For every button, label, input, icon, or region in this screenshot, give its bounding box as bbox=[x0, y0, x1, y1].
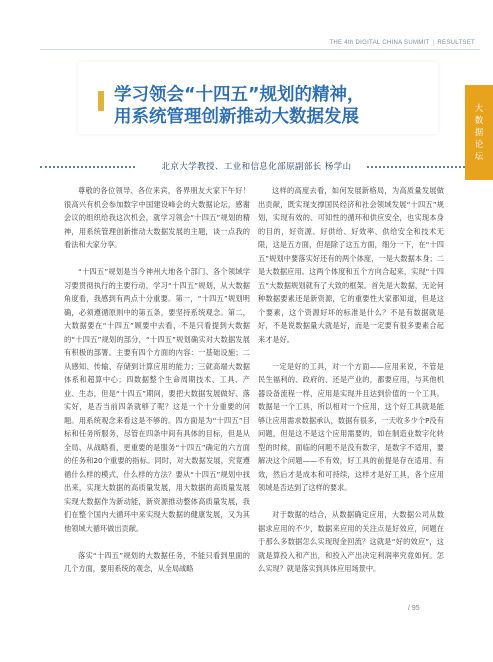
page-number: / 95 bbox=[408, 605, 420, 612]
header-issue: THE 4th DIGITAL CHINA SUMMIT bbox=[329, 40, 430, 46]
title-line-1: 学习领会“十四五”规划的精神， bbox=[114, 85, 365, 105]
paragraph: “十四五”规划是当今神州大地各个部门、各个领域学习要贯彻执行的主要行动，学习“十四五”规划，从大数据角度看，我感到有两点十分重要。第一，“十四五”规划明确，必须遵循原则中的第五条，要坚持系统观念。第二，大数据要在“十四五”顾要中去看，不是只看提到大数据的“十四五”规划的部分，“十四五”规划确实对大数据发展有积极的部署。主要有四个方面的内容：一基础设施；二从感知、传输、存储到计算应用的能力；三就高端大数据体系和超算中心；四数据整个生命周期技术、工具、产业、生态，但是“十四五”期间，要把大数据发展做好、落实好，是否当前四条就够了呢？这是一个十分重要的问题。用系统观念来看这是不够的。四方面是为“十四五”目标和任务所服务，尽管在四条中间有具体的目标，但是从全局、从战略看，更重要的是服务“十四五”确定的六方面的任务和20个重要的指标。同时，对大数据发展，究竟遵循什么样的模式，什么样的方法？要从“十四五”规划中找出来，实现大数据的高质量发展，用大数据的高质量发展实现大数据作为新动能，新资源推动整体高质量发展，我们在整个国内大循环中来实现大数据的健康发展，又为其他领域大循环做出贡献。 bbox=[64, 267, 250, 533]
paragraph: 一定是好的工具，对一个方面——应用来说，不管是民生福利的、政府的、还是产业的，都要应用，与其他机器设备流程一样，应用是实现并且达到价值的一个工具。数据是一个工具，所以相对一个应用，这个好工具就是能够让应用需求数据承认，数据有很多，一天收多少个P没有问题，但是这不是这个应用需要的，如在制造业数字化转型的时候，面临的问题不是没有数字，是数字不适用，要解决这个问题——不有效，好工具的前提是存在适用、有效，然后才是成本和可持续，这样才是好工具，各个应用领域是否达到了这样的要求。 bbox=[258, 361, 444, 492]
paragraph: 对于数据的结合，从数据确定应用，大数据公司从数据求应用的不少，数据来应用的关注点是好效应，问题在于那么多数据怎么实现现金回流？这就是“好的效应”，这就是算投入和产出，和投入产出决定利润率究竟如何。怎么实现？就是落实到具体应用场景中。 bbox=[258, 510, 444, 573]
header-separator: | bbox=[432, 40, 435, 46]
header-section: RESULTSET bbox=[437, 40, 475, 46]
side-tab-label: 大数据论坛 bbox=[474, 103, 484, 162]
top-rule bbox=[40, 49, 480, 50]
paragraph: 落实“十四五”规划的大数据任务，不能只看到里面的几个方面，要用系统的观念，从全局战略 bbox=[64, 550, 250, 573]
paragraph: 尊敬的各位领导、各位来宾，各界朋友大家下午好！很高兴有机会参加数字中国建设峰会的大数据论坛，感谢会议的组织给我这次机会，就学习领会“十四五”规划的精神，用系统管理创新推动大数据发展的主题，谈一点我的看法和大家分享。 bbox=[64, 186, 250, 249]
left-column bbox=[64, 184, 250, 589]
running-header bbox=[329, 40, 475, 46]
title-accent-bar bbox=[98, 91, 104, 111]
author-line bbox=[40, 160, 485, 172]
paragraph: 这样的高度去看，如何发展新格局，为高质量发展做出贡献，既实现支撑国民经济和社会领域发展“十四五”规划，实现有效的、可知性的循环和供应安全，也实现本身的目的，好资源、好供给、好效率、供给安全和技术无限，这是五方面，但是除了这五方面，细分一下，在“十四五”规划中要落实好还有的两个体度，一是大数据本身；二是大数据应用。这两个体度和五个方向合起来，实现“十四五”大数据规划就有了大致的框架。首先是大数据，无论何种数据要素还是新资源，它的重要性大家都知道，但是这个要素，这个资源好坏的标准是什么？不是有数据就是好，不是说数据量大就是好，而是一定要有很多要素合起来才是好。 bbox=[258, 186, 444, 344]
author-divider-right bbox=[367, 166, 465, 168]
author-divider-left bbox=[40, 166, 135, 168]
author-byline: 北京大学教授、工业和信息化部原副部长 杨学山 bbox=[161, 162, 352, 172]
title-line-2: 用系统管理创新推动大数据发展 bbox=[114, 107, 359, 127]
article-title bbox=[114, 84, 444, 128]
right-column bbox=[258, 184, 444, 589]
